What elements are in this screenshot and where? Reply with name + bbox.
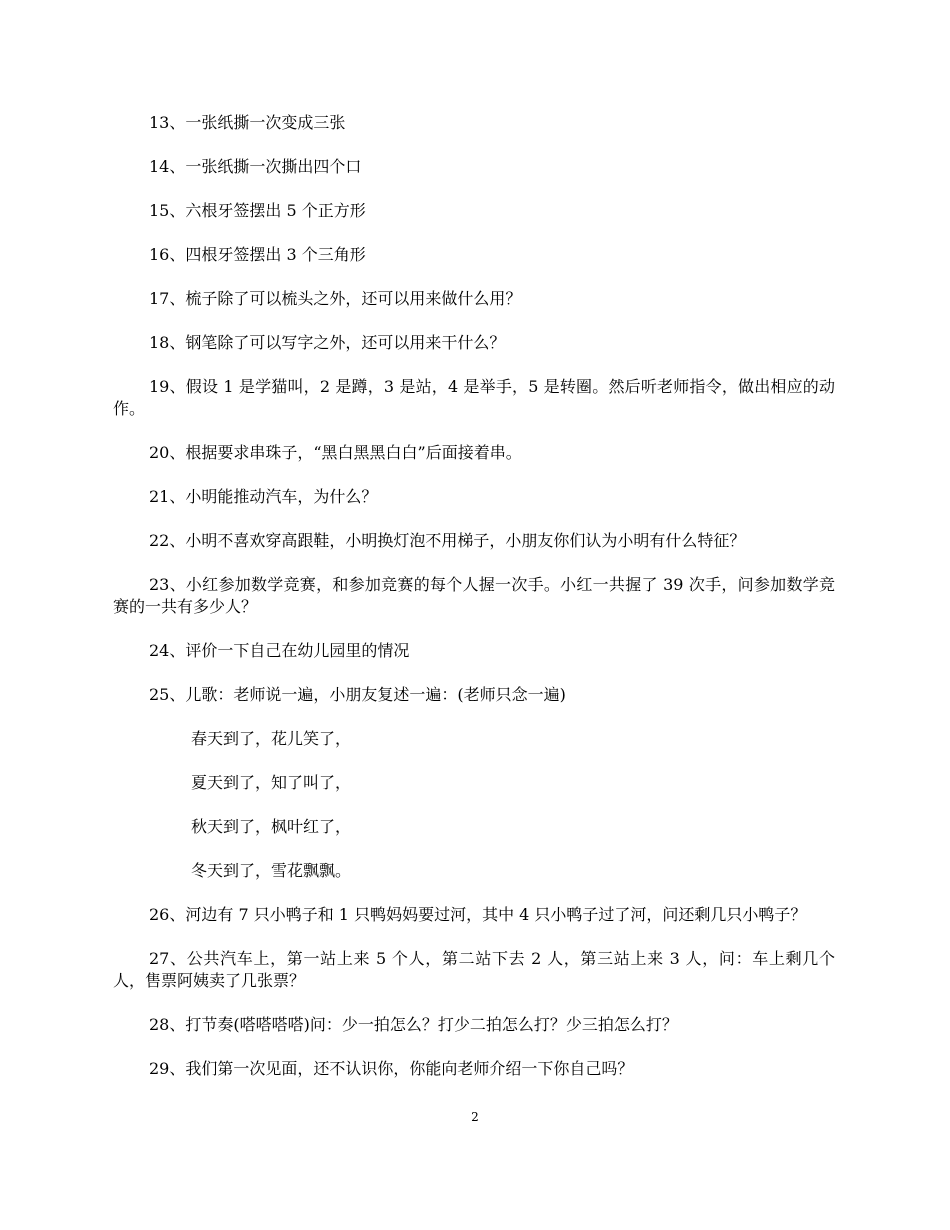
rhyme-line-summer: 夏天到了，知了叫了， bbox=[191, 773, 352, 792]
question-17: 17、梳子除了可以梳头之外，还可以用来做什么用？ bbox=[149, 289, 522, 308]
question-29: 29、我们第一次见面，还不认识你，你能向老师介绍一下你自己吗？ bbox=[149, 1059, 634, 1078]
question-24: 24、评价一下自己在幼儿园里的情况 bbox=[149, 641, 410, 660]
page-number: 2 bbox=[471, 1110, 479, 1124]
question-21: 21、小明能推动汽车，为什么？ bbox=[149, 487, 378, 506]
rhyme-line-autumn: 秋天到了，枫叶红了， bbox=[191, 817, 352, 836]
question-19: 19、假设 1 是学猫叫，2 是蹲，3 是站，4 是举手，5 是转圈。然后听老师指令，做出相应的动作。 bbox=[113, 377, 835, 418]
question-26: 26、河边有 7 只小鸭子和 1 只鸭妈妈要过河，其中 4 只小鸭子过了河，问还剩几只小鸭子？ bbox=[149, 905, 807, 924]
rhyme-line-winter: 冬天到了，雪花飘飘。 bbox=[191, 861, 352, 880]
question-15: 15、六根牙签摆出 5 个正方形 bbox=[149, 201, 366, 220]
rhyme-line-spring: 春天到了，花儿笑了， bbox=[191, 729, 352, 748]
question-18: 18、钢笔除了可以写字之外，还可以用来干什么？ bbox=[149, 333, 506, 352]
question-27: 27、公共汽车上，第一站上来 5 个人，第二站下去 2 人，第三站上来 3 人，问：车上剩几个人，售票阿姨卖了几张票？ bbox=[113, 949, 835, 990]
question-13: 13、一张纸撕一次变成三张 bbox=[149, 113, 346, 132]
question-16: 16、四根牙签摆出 3 个三角形 bbox=[149, 245, 366, 264]
question-28: 28、打节奏(嗒嗒嗒嗒)问：少一拍怎么？打少二拍怎么打？少三拍怎么打？ bbox=[149, 1015, 678, 1034]
question-20: 20、根据要求串珠子，“黑白黑黑白白”后面接着串。 bbox=[149, 443, 522, 462]
question-23: 23、小红参加数学竞赛，和参加竞赛的每个人握一次手。小红一共握了 39 次手，问参加数学竞赛的一共有多少人？ bbox=[113, 575, 835, 616]
question-22: 22、小明不喜欢穿高跟鞋，小明换灯泡不用梯子，小朋友你们认为小明有什么特征？ bbox=[149, 531, 746, 550]
document-body bbox=[113, 112, 835, 1102]
question-25: 25、儿歌：老师说一遍，小朋友复述一遍：(老师只念一遍) bbox=[149, 685, 566, 704]
question-14: 14、一张纸撕一次撕出四个口 bbox=[149, 157, 362, 176]
